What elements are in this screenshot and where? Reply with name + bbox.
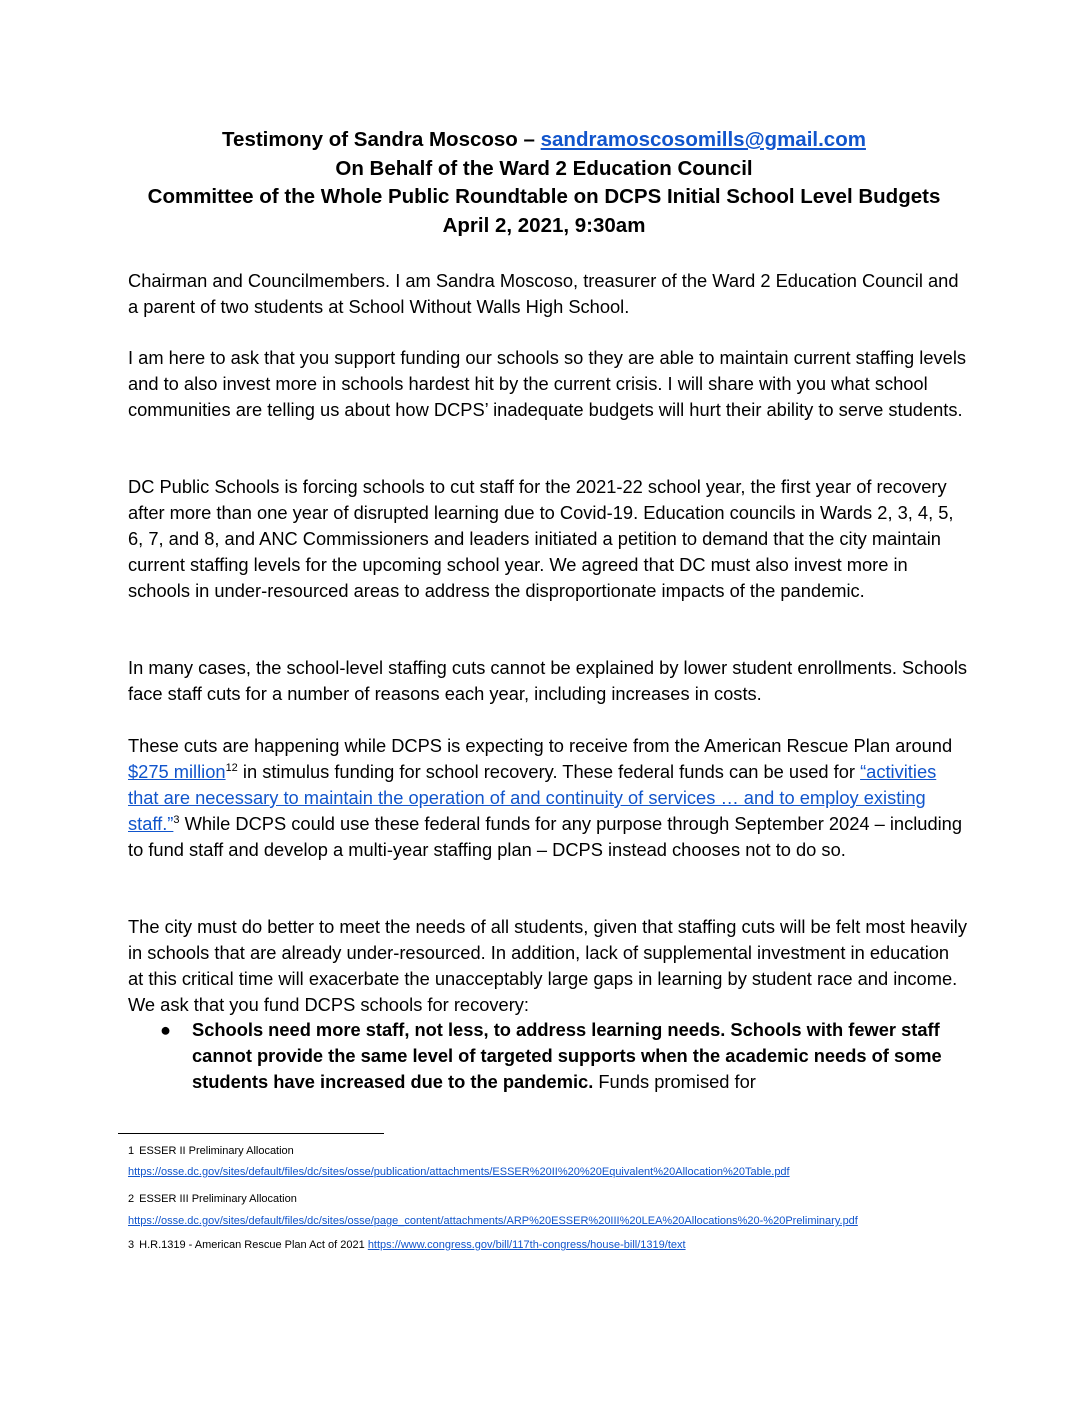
paragraph-3 xyxy=(128,474,968,604)
activities-quote-link[interactable]: “activities that are necessary to maintain the operation of and continuity of services … and to employ existing staff.” xyxy=(128,761,937,834)
bullet-icon: ● xyxy=(160,1019,172,1040)
footnote-2-url xyxy=(128,1214,858,1228)
header-title: Testimony of Sandra Moscoso – xyxy=(222,128,541,151)
footnote-title: ESSER II Preliminary Allocation xyxy=(139,1145,294,1157)
footnote-divider xyxy=(118,1133,384,1134)
footnote-2-title xyxy=(128,1192,297,1206)
footnote-title: H.R.1319 - American Rescue Plan Act of 2021 xyxy=(139,1239,368,1251)
paragraph-5 xyxy=(128,733,968,863)
paragraph-2-text: I am here to ask that you support funding our schools so they are able to maintain current staffing levels and to also invest more in schools hardest hit by the current crisis. I will share with you what school communities are telling us about how DCPS’ inadequate budgets will hurt their ability to serve students. xyxy=(128,347,967,420)
paragraph-5-text xyxy=(128,733,968,863)
bullet-rest-text: Funds promised for xyxy=(593,1071,756,1092)
footnote-1-link[interactable]: https://osse.dc.gov/sites/default/files/dc/sites/osse/publication/attachments/ESSER%20II%20%20Equivalent%20Allocation%20Table.pdf xyxy=(128,1166,790,1178)
paragraph-6 xyxy=(128,914,968,1018)
email-link[interactable]: sandramoscosomills@gmail.com xyxy=(540,128,866,151)
footnote-ref-1-2: 12 xyxy=(225,761,238,774)
footnote-number: 2 xyxy=(128,1193,135,1205)
header-line-2: On Behalf of the Ward 2 Education Council xyxy=(335,156,753,180)
header-line-4: April 2, 2021, 9:30am xyxy=(442,213,646,237)
footnote-1-title xyxy=(128,1144,294,1158)
bullet-list xyxy=(128,1017,968,1095)
footnote-ref-3: 3 xyxy=(173,813,180,826)
paragraph-6-text: The city must do better to meet the needs of all students, given that staffing cuts will be felt most heavily in schools that are already under-resourced. In addition, lack of supplemental investment in education at this critical time will exacerbate the unacceptably large gaps in learning by student race and income. We ask that you fund DCPS schools for recovery: xyxy=(128,916,968,1015)
paragraph-3-text: DC Public Schools is forcing schools to cut staff for the 2021-22 school year, the first year of recovery after more than one year of disrupted learning due to Covid-19. Education councils in Wards 2, 3, 4, 5, 6, 7, and 8, and ANC Commissioners and leaders initiated a petition to demand that the city maintain current staffing levels for the upcoming school year. We agreed that DC must also invest more in schools in under-resourced areas to address the disproportionate impacts of the pandemic. xyxy=(128,476,954,601)
list-item xyxy=(128,1017,968,1095)
paragraph-5-part-b: in stimulus funding for school recovery. These federal funds can be used for xyxy=(237,761,861,782)
footnote-1-url xyxy=(128,1165,790,1179)
275-million-link[interactable]: $275 million xyxy=(128,761,226,782)
footnote-number: 1 xyxy=(128,1145,135,1157)
paragraph-5-part-c: While DCPS could use these federal funds for any purpose through September 2024 – including to fund staff and develop a multi-year staffing plan – DCPS instead chooses not to do so. xyxy=(128,813,963,860)
paragraph-4-text: In many cases, the school-level staffing cuts cannot be explained by lower student enrollments. Schools face staff cuts for a number of reasons each year, including increases in costs. xyxy=(128,657,968,704)
paragraph-1 xyxy=(128,268,968,320)
header-line-1 xyxy=(100,126,988,155)
paragraph-4 xyxy=(128,655,968,707)
footnote-3-link[interactable]: https://www.congress.gov/bill/117th-congress/house-bill/1319/text xyxy=(367,1239,686,1251)
footnote-2-link[interactable]: https://osse.dc.gov/sites/default/files/dc/sites/osse/page_content/attachments/ARP%20ESSER%20III%20LEA%20Allocations%20-%20Preliminary.pdf xyxy=(128,1215,858,1227)
bullet-bold-text: Schools need more staff, not less, to address learning needs. Schools with fewer staff cannot provide the same level of targeted supports when the academic needs of some students have increased due to the pandemic. xyxy=(192,1019,942,1092)
footnote-number: 3 xyxy=(128,1239,135,1251)
footnote-title: ESSER III Preliminary Allocation xyxy=(139,1193,297,1205)
paragraph-2 xyxy=(128,345,968,423)
paragraph-5-part-a: These cuts are happening while DCPS is expecting to receive from the American Rescue Plan around xyxy=(128,735,953,756)
paragraph-1-text: Chairman and Councilmembers. I am Sandra Moscoso, treasurer of the Ward 2 Education Council and a parent of two students at School Without Walls High School. xyxy=(128,270,959,317)
footnote-3 xyxy=(128,1238,686,1252)
header-line-3: Committee of the Whole Public Roundtable on DCPS Initial School Level Budgets xyxy=(147,185,941,208)
